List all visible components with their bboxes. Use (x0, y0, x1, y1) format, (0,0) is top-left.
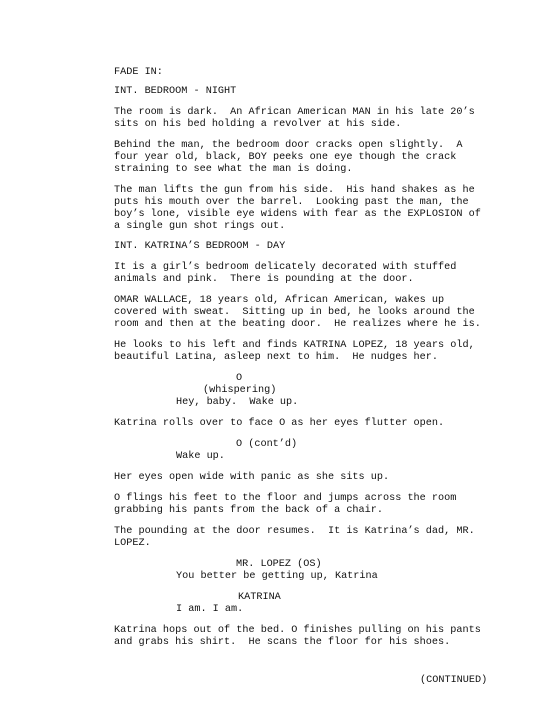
action-line: a single gun shot rings out. (114, 221, 286, 232)
action-line: The man lifts the gun from his side. His hand shakes as he (114, 185, 475, 196)
continued-marker: (CONTINUED) (420, 675, 488, 686)
dialogue-line: Wake up. (176, 451, 225, 462)
dialogue-line: Hey, baby. Wake up. (176, 397, 299, 408)
scene-heading-bedroom-night: INT. BEDROOM - NIGHT (114, 86, 237, 97)
character-name-o: O (236, 373, 243, 384)
action-line: and grabs his shirt. He scans the floor for his shoes. (114, 637, 451, 648)
action-line: boy’s lone, visible eye widens with fear as the EXPLOSION of (114, 209, 481, 220)
action-line: Katrina rolls over to face O as her eyes flutter open. (114, 418, 445, 429)
action-line: covered with sweat. Sitting up in bed, he looks around the (114, 307, 475, 318)
action-line: He looks to his left and finds KATRINA LOPEZ, 18 years old, (114, 340, 475, 351)
transition-fade-in: FADE IN: (114, 67, 163, 78)
action-line: Katrina hops out of the bed. O finishes pulling on his pants (114, 625, 481, 636)
action-line: Behind the man, the bedroom door cracks open slightly. A (114, 140, 463, 151)
action-line: grabbing his pants from the back of a chair. (114, 505, 383, 516)
character-name-o-contd: O (cont’d) (236, 439, 298, 450)
action-line: beautiful Latina, asleep next to him. He nudges her. (114, 352, 439, 363)
character-name-mr-lopez: MR. LOPEZ (OS) (236, 559, 322, 570)
action-line: sits on his bed holding a revolver at his side. (114, 119, 402, 130)
dialogue-line: I am. I am. (176, 604, 244, 615)
action-line: straining to see what the man is doing. (114, 164, 353, 175)
dialogue-line: You better be getting up, Katrina (176, 571, 378, 582)
action-line: LOPEZ. (114, 538, 151, 549)
action-line: animals and pink. There is pounding at the door. (114, 274, 414, 285)
action-line: The room is dark. An African American MAN in his late 20’s (114, 107, 475, 118)
action-line: The pounding at the door resumes. It is Katrina’s dad, MR. (114, 526, 475, 537)
action-line: O flings his feet to the floor and jumps across the room (114, 493, 457, 504)
scene-heading-katrina-bedroom-day: INT. KATRINA’S BEDROOM - DAY (114, 241, 286, 252)
action-line: puts his mouth over the barrel. Looking past the man, the (114, 197, 469, 208)
action-line: Her eyes open wide with panic as she sits up. (114, 472, 390, 483)
action-line: room and then at the beating door. He realizes where he is. (114, 319, 481, 330)
parenthetical: (whispering) (203, 385, 277, 396)
action-line: OMAR WALLACE, 18 years old, African American, wakes up (114, 295, 445, 306)
action-line: It is a girl’s bedroom delicately decorated with stuffed (114, 262, 457, 273)
character-name-katrina: KATRINA (238, 592, 281, 603)
action-line: four year old, black, BOY peeks one eye though the crack (114, 152, 457, 163)
